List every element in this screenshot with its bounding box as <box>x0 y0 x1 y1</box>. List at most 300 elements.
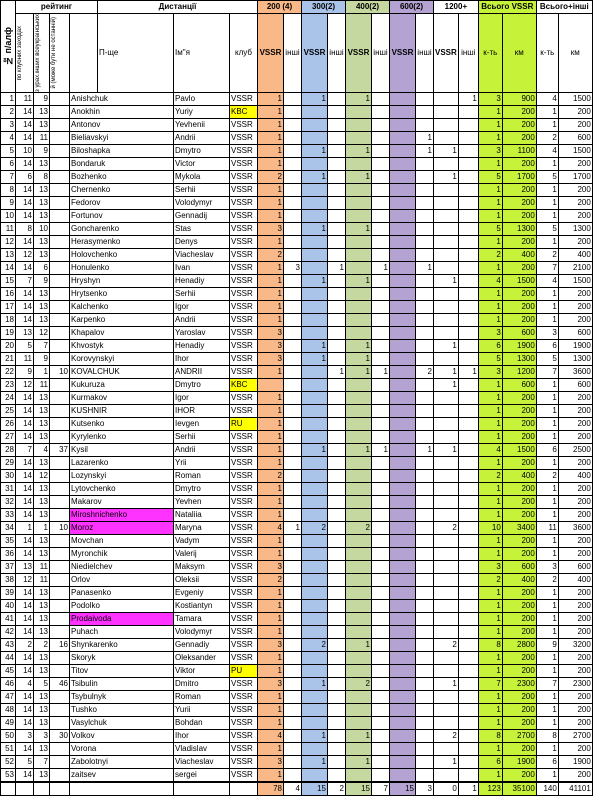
cell-num: 24 <box>1 391 16 404</box>
cell-other-km: 200 <box>558 742 592 755</box>
cell-total-count: 1 <box>478 417 502 430</box>
cell-d600-other <box>416 560 434 573</box>
cell-d300-other <box>328 677 346 690</box>
cell-d600-other <box>416 339 434 352</box>
cell-d1200-other <box>458 131 478 144</box>
cell-d300-vssr <box>302 118 328 131</box>
cell-total-count: 1 <box>478 196 502 209</box>
cell-d400-other <box>372 651 390 664</box>
cell-total-count: 3 <box>478 365 502 378</box>
cell-d1200-other <box>458 235 478 248</box>
cell-d200-vssr: 1 <box>258 287 284 300</box>
cell-d1200-other <box>458 261 478 274</box>
cell-d300-other <box>328 638 346 651</box>
cell-d200-other <box>284 170 302 183</box>
cell-total-count: 1 <box>478 261 502 274</box>
cell-total-km: 900 <box>502 92 536 105</box>
cell-rank-extra <box>50 560 70 573</box>
cell-d200-vssr: 2 <box>258 573 284 586</box>
cell-d1200-vssr <box>434 183 459 196</box>
cell-d600-vssr <box>390 469 416 482</box>
cell-d600-vssr <box>390 495 416 508</box>
cell-d200-other <box>284 443 302 456</box>
cell-d1200-other <box>458 716 478 729</box>
cell-name: Valerij <box>174 547 230 560</box>
cell-d200-other <box>284 417 302 430</box>
cell-d600-vssr <box>390 183 416 196</box>
cell-d300-vssr <box>302 690 328 703</box>
cell-d400-vssr <box>346 313 372 326</box>
cell-name: Dmitro <box>174 677 230 690</box>
cell-total-count: 3 <box>478 144 502 157</box>
cell-d600-other <box>416 495 434 508</box>
cell-total-count: 1 <box>478 157 502 170</box>
cell-d400-other: 7 <box>372 782 390 796</box>
cell-d400-vssr: 1 <box>346 222 372 235</box>
cell-d600-other <box>416 625 434 638</box>
cell-d400-vssr <box>346 105 372 118</box>
cell-total-km: 200 <box>502 131 536 144</box>
cell-d600-vssr <box>390 482 416 495</box>
cell-num: 35 <box>1 534 16 547</box>
cell-total-count: 1 <box>478 131 502 144</box>
cell-d400-vssr: 1 <box>346 170 372 183</box>
cell-d400-vssr <box>346 599 372 612</box>
cell-d200-vssr: 1 <box>258 651 284 664</box>
cell-other-count: 2 <box>536 131 558 144</box>
cell-d400-vssr <box>346 508 372 521</box>
cell-rank-club: 14 <box>16 482 34 495</box>
cell-d400-vssr <box>346 547 372 560</box>
cell-d200-vssr: 1 <box>258 261 284 274</box>
cell-d400-vssr <box>346 469 372 482</box>
cell-rank-extra <box>50 339 70 352</box>
cell-rank-all: 13 <box>34 690 50 703</box>
cell-club: VSSR <box>230 495 258 508</box>
cell-d400-vssr <box>346 703 372 716</box>
cell-rank-club: 11 <box>16 92 34 105</box>
cell-d600-vssr <box>390 443 416 456</box>
cell-d1200-other <box>458 768 478 782</box>
cell-name: Ievgen <box>174 417 230 430</box>
cell-rank-all: 13 <box>34 404 50 417</box>
cell-other-count: 6 <box>536 443 558 456</box>
cell-rank-all: 4 <box>34 443 50 456</box>
cell-d200-other <box>284 339 302 352</box>
cell-d200-other <box>284 755 302 768</box>
cell-rank-all: 9 <box>34 274 50 287</box>
cell-d600-vssr <box>390 352 416 365</box>
cell-name: Roman <box>174 469 230 482</box>
cell-other-count: 3 <box>536 560 558 573</box>
cell-total-count: 123 <box>478 782 502 796</box>
cell-rank-all: 13 <box>34 157 50 170</box>
cell-d300-vssr <box>302 248 328 261</box>
cell-d200-other <box>284 573 302 586</box>
cell-rank-club: 3 <box>16 729 34 742</box>
cell-d600-vssr <box>390 365 416 378</box>
cell-d300-vssr <box>302 560 328 573</box>
cell-other-km: 200 <box>558 157 592 170</box>
cell-rank-extra: 37 <box>50 443 70 456</box>
cell-d400-other <box>372 703 390 716</box>
cell-other-count: 1 <box>536 547 558 560</box>
cell-other-km: 600 <box>558 378 592 391</box>
cell-rank-club: 12 <box>16 248 34 261</box>
cell-num <box>1 782 16 796</box>
cell-d600-vssr <box>390 105 416 118</box>
cell-d400-vssr <box>346 586 372 599</box>
cell-rank-all: 1 <box>34 521 50 534</box>
cell-d200-other <box>284 352 302 365</box>
cell-total-count: 3 <box>478 560 502 573</box>
cell-d1200-vssr <box>434 235 459 248</box>
cell-total-count: 4 <box>478 443 502 456</box>
cell-club: VSSR <box>230 586 258 599</box>
cell-d600-vssr <box>390 417 416 430</box>
cell-other-count: 1 <box>536 495 558 508</box>
cell-surname-spacer: Fedorov <box>70 196 174 209</box>
cell-num: 52 <box>1 755 16 768</box>
cell-rank-all: 13 <box>34 534 50 547</box>
cell-d1200-vssr <box>434 248 459 261</box>
cell-d600-vssr <box>390 547 416 560</box>
cell-total-count: 1 <box>478 612 502 625</box>
cell-d1200-other <box>458 170 478 183</box>
cell-num: 17 <box>1 300 16 313</box>
cell-d300-vssr <box>302 651 328 664</box>
cell-d400-vssr <box>346 573 372 586</box>
d400-header: 400(2) <box>346 1 390 14</box>
cell-d1200-vssr: 0 <box>434 782 459 796</box>
cell-d1200-vssr <box>434 105 459 118</box>
cell-name: Nataliia <box>174 508 230 521</box>
cell-d1200-vssr <box>434 417 459 430</box>
table-row <box>1 612 593 625</box>
cell-d300-vssr <box>302 365 328 378</box>
cell-rank-club: 14 <box>16 430 34 443</box>
table-row <box>1 417 593 430</box>
cell-d300-vssr <box>302 196 328 209</box>
cell-d600-other <box>416 274 434 287</box>
cell-club: VSSR <box>230 131 258 144</box>
cell-name: Yurii <box>174 703 230 716</box>
cell-total-count: 1 <box>478 235 502 248</box>
cell-d200-vssr: 1 <box>258 274 284 287</box>
cell-d600-other <box>416 326 434 339</box>
cell-surname-spacer: Niedielchev <box>70 560 174 573</box>
cell-rank-club: 14 <box>16 469 34 482</box>
cell-d600-vssr <box>390 209 416 222</box>
cell-num: 30 <box>1 469 16 482</box>
cell-d300-other <box>328 508 346 521</box>
cell-d400-vssr <box>346 261 372 274</box>
cell-d300-vssr <box>302 235 328 248</box>
cell-other-count: 1 <box>536 313 558 326</box>
cell-other-count: 7 <box>536 677 558 690</box>
cell-rank-extra <box>50 313 70 326</box>
cell-other-km: 200 <box>558 495 592 508</box>
cell-club: VSSR <box>230 443 258 456</box>
cell-d400-other: 1 <box>372 261 390 274</box>
cell-surname-spacer: Chernenko <box>70 183 174 196</box>
cell-rank-club: 14 <box>16 105 34 118</box>
cell-d200-other <box>284 729 302 742</box>
cell-rank-extra <box>50 625 70 638</box>
cell-rank-club: 13 <box>16 326 34 339</box>
cell-d200-other <box>284 651 302 664</box>
cell-total-km: 1700 <box>502 170 536 183</box>
cell-num: 12 <box>1 235 16 248</box>
cell-d400-other <box>372 755 390 768</box>
table-row <box>1 716 593 729</box>
cell-total-km: 200 <box>502 417 536 430</box>
cell-d400-other <box>372 508 390 521</box>
cell-d400-vssr <box>346 560 372 573</box>
cell-surname-spacer: Lozynskyi <box>70 469 174 482</box>
cell-name: Volodymyr <box>174 625 230 638</box>
cell-name: Henadiy <box>174 339 230 352</box>
cell-rank-club: 14 <box>16 209 34 222</box>
cell-rank-all: 13 <box>34 391 50 404</box>
cell-surname-spacer: Kukuruza <box>70 378 174 391</box>
cell-name: Henadiy <box>174 274 230 287</box>
cell-num: 53 <box>1 768 16 782</box>
cell-club: VSSR <box>230 547 258 560</box>
cell-d1200-other <box>458 755 478 768</box>
cell-d200-vssr: 1 <box>258 664 284 677</box>
cell-rank-all: 11 <box>34 131 50 144</box>
cell-club: VSSR <box>230 573 258 586</box>
cell-club: VSSR <box>230 222 258 235</box>
cell-d600-vssr <box>390 768 416 782</box>
cell-other-count: 2 <box>536 469 558 482</box>
cell-d1200-vssr <box>434 430 459 443</box>
cell-club: VSSR <box>230 508 258 521</box>
cell-other-km: 1500 <box>558 92 592 105</box>
cell-name: ANDRII <box>174 365 230 378</box>
cell-other-km: 200 <box>558 300 592 313</box>
cell-d400-other <box>372 495 390 508</box>
cell-d400-vssr <box>346 248 372 261</box>
cell-surname-spacer: Bieliavskyi <box>70 131 174 144</box>
cell-name: Volodymyr <box>174 196 230 209</box>
cell-surname-spacer: Movchan <box>70 534 174 547</box>
cell-name: Yrii <box>174 456 230 469</box>
cell-other-km: 1300 <box>558 352 592 365</box>
cell-other-count: 5 <box>536 222 558 235</box>
cell-d300-vssr: 1 <box>302 274 328 287</box>
cell-surname-spacer: Bondaruk <box>70 157 174 170</box>
cell-total-count: 1 <box>478 586 502 599</box>
cell-other-km: 200 <box>558 703 592 716</box>
cell-other-count: 4 <box>536 144 558 157</box>
cell-d200-vssr: 1 <box>258 690 284 703</box>
cell-d1200-other <box>458 118 478 131</box>
cell-d1200-vssr <box>434 456 459 469</box>
cell-name: Bohdan <box>174 716 230 729</box>
cell-surname-spacer: Khvostyk <box>70 339 174 352</box>
cell-rank-club: 14 <box>16 716 34 729</box>
cell-d400-vssr <box>346 742 372 755</box>
cell-d200-other <box>284 690 302 703</box>
table-row <box>1 261 593 274</box>
cell-d1200-vssr <box>434 599 459 612</box>
cell-d300-vssr <box>302 287 328 300</box>
cell-d200-other <box>284 677 302 690</box>
cell-name: Viacheslav <box>174 755 230 768</box>
cell-d600-vssr <box>390 716 416 729</box>
cell-surname-spacer: Lazarenko <box>70 456 174 469</box>
cell-surname-spacer: Makarov <box>70 495 174 508</box>
cell-rank-extra: 46 <box>50 677 70 690</box>
cell-club: VSSR <box>230 365 258 378</box>
cell-d300-other <box>328 248 346 261</box>
cell-club: RU <box>230 417 258 430</box>
cell-num: 10 <box>1 209 16 222</box>
cell-club: VSSR <box>230 651 258 664</box>
cell-rank-all: 12 <box>34 469 50 482</box>
table-row <box>1 339 593 352</box>
table-row <box>1 105 593 118</box>
cell-d200-other <box>284 586 302 599</box>
cell-d1200-vssr <box>434 157 459 170</box>
cell-rank-club: 10 <box>16 144 34 157</box>
cell-d200-other <box>284 716 302 729</box>
cell-num: 38 <box>1 573 16 586</box>
cell-name: Andrii <box>174 313 230 326</box>
cell-d400-vssr: 2 <box>346 677 372 690</box>
cell-d400-other <box>372 716 390 729</box>
cell-rank-all: 13 <box>34 209 50 222</box>
cell-name: Andrii <box>174 443 230 456</box>
cell-name: Denys <box>174 235 230 248</box>
cell-d200-vssr: 1 <box>258 495 284 508</box>
cell-d1200-other <box>458 638 478 651</box>
d600-vssr-header: VSSR <box>390 14 416 93</box>
cell-other-km: 200 <box>558 508 592 521</box>
cell-total-km: 200 <box>502 664 536 677</box>
cell-rank-club: 14 <box>16 404 34 417</box>
cell-d300-other <box>328 573 346 586</box>
cell-d600-vssr <box>390 521 416 534</box>
cell-d1200-other: 1 <box>458 782 478 796</box>
cell-total-km: 1900 <box>502 339 536 352</box>
cell-d200-other <box>284 508 302 521</box>
cell-total-km: 200 <box>502 300 536 313</box>
cell-rank-all: 13 <box>34 716 50 729</box>
cell-other-km: 200 <box>558 183 592 196</box>
cell-other-km: 2700 <box>558 729 592 742</box>
cell-d400-other <box>372 430 390 443</box>
cell-club: VSSR <box>230 638 258 651</box>
cell-d300-vssr <box>302 261 328 274</box>
cell-d300-other <box>328 274 346 287</box>
cell-d400-vssr <box>346 378 372 391</box>
cell-d200-vssr: 1 <box>258 456 284 469</box>
cell-d1200-vssr <box>434 313 459 326</box>
cell-d200-other <box>284 625 302 638</box>
cell-rank-extra <box>50 222 70 235</box>
cell-d600-vssr <box>390 404 416 417</box>
cell-d600-vssr <box>390 651 416 664</box>
cell-rank-extra: 30 <box>50 729 70 742</box>
cell-total-count: 1 <box>478 183 502 196</box>
cell-d300-other <box>328 456 346 469</box>
cell-d200-vssr: 1 <box>258 625 284 638</box>
cell-other-km: 2300 <box>558 677 592 690</box>
cell-surname-spacer: Anishchuk <box>70 92 174 105</box>
cell-name: Dmytro <box>174 144 230 157</box>
cell-other-count: 1 <box>536 612 558 625</box>
cell-d600-vssr <box>390 599 416 612</box>
cell-other-count: 1 <box>536 391 558 404</box>
cell-rank-all: 13 <box>34 508 50 521</box>
cell-d600-other: 1 <box>416 144 434 157</box>
table-row <box>1 638 593 651</box>
cell-d400-other <box>372 586 390 599</box>
cell-d600-other <box>416 612 434 625</box>
cell-d200-other <box>284 495 302 508</box>
table-row <box>1 196 593 209</box>
cell-total-km: 35100 <box>502 782 536 796</box>
table-row <box>1 183 593 196</box>
cell-other-km: 200 <box>558 586 592 599</box>
cell-d300-vssr <box>302 430 328 443</box>
total-count-header: к-ть <box>478 14 502 93</box>
cell-rank-all: 13 <box>34 235 50 248</box>
cell-d600-other <box>416 547 434 560</box>
cell-d200-vssr: 1 <box>258 118 284 131</box>
cell-d300-vssr <box>302 313 328 326</box>
cell-other-count: 1 <box>536 105 558 118</box>
cell-d400-other <box>372 768 390 782</box>
cell-d200-vssr: 3 <box>258 560 284 573</box>
cell-rank-all: 9 <box>34 352 50 365</box>
cell-d1200-other <box>458 196 478 209</box>
table-row <box>1 274 593 287</box>
cell-rank-club: 14 <box>16 508 34 521</box>
cell-d400-other <box>372 482 390 495</box>
cell-total-km: 2300 <box>502 677 536 690</box>
cell-total-km: 200 <box>502 313 536 326</box>
cell-d1200-other <box>458 391 478 404</box>
cell-d400-vssr <box>346 534 372 547</box>
cell-num: 20 <box>1 339 16 352</box>
cell-d200-other <box>284 703 302 716</box>
cell-d300-other <box>328 183 346 196</box>
table-row <box>1 573 593 586</box>
cell-d1200-other <box>458 508 478 521</box>
cell-surname-spacer: Anokhin <box>70 105 174 118</box>
cell-d600-other <box>416 157 434 170</box>
cell-d400-vssr <box>346 118 372 131</box>
cell-num: 1 <box>1 92 16 105</box>
cell-d300-other: 1 <box>328 365 346 378</box>
cell-d400-vssr: 15 <box>346 782 372 796</box>
cell-rank-extra <box>50 430 70 443</box>
cell-d200-vssr: 1 <box>258 391 284 404</box>
cell-d300-vssr <box>302 131 328 144</box>
cell-total-count: 1 <box>478 664 502 677</box>
cell-d300-vssr <box>302 404 328 417</box>
cell-d200-other <box>284 599 302 612</box>
cell-rank-all: 7 <box>34 339 50 352</box>
cell-d600-vssr <box>390 118 416 131</box>
cell-num: 51 <box>1 742 16 755</box>
cell-surname-spacer: Orlov <box>70 573 174 586</box>
cell-d200-vssr <box>258 378 284 391</box>
